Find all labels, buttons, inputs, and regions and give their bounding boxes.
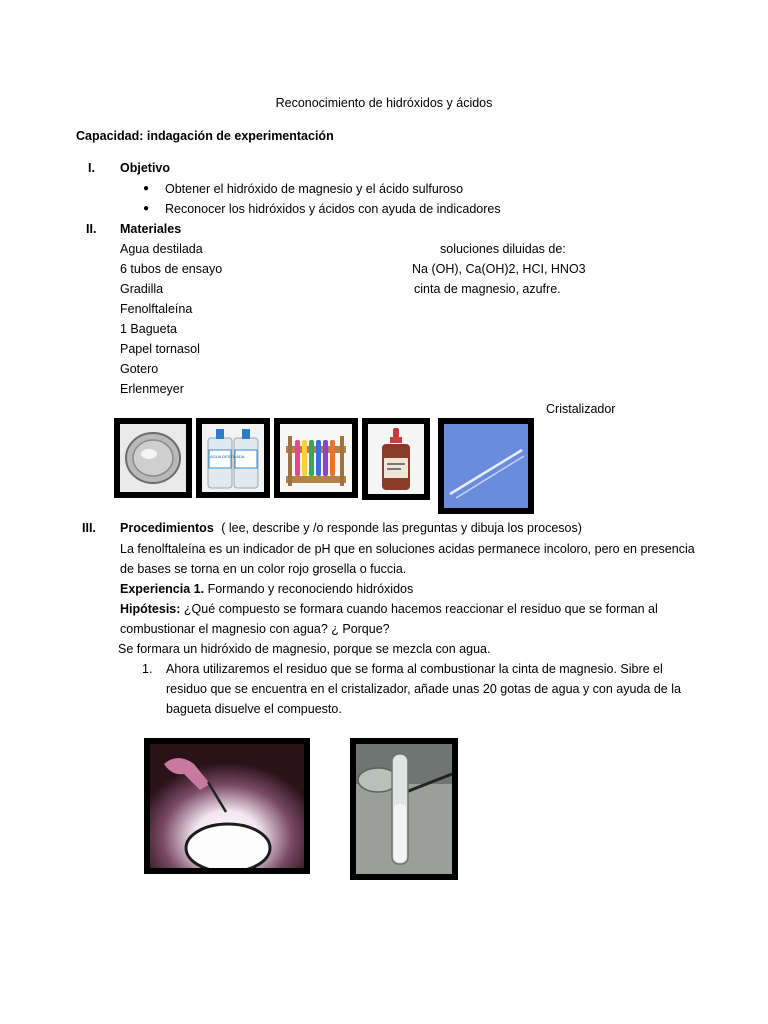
hipotesis-label: Hipótesis: bbox=[120, 602, 181, 616]
photo-tubo-ensayo bbox=[350, 738, 458, 880]
capacidad-line: Capacidad: indagación de experimentación bbox=[76, 129, 334, 143]
material-right: Na (OH), Ca(OH)2, HCI, HNO3 bbox=[412, 262, 586, 276]
intro-line-1: La fenolftaleína es un indicador de pH que en soluciones acidas permanece incoloro, pero en presencia bbox=[120, 542, 695, 556]
step-line-3: bagueta disuelve el compuesto. bbox=[166, 702, 342, 716]
material-item: Gradilla bbox=[120, 282, 164, 296]
bottle-label: AGUA DESTILADA bbox=[210, 454, 245, 459]
combustion-photo-icon bbox=[150, 744, 304, 868]
material-item: 6 tubos de ensayo bbox=[120, 262, 223, 276]
experiencia-line bbox=[120, 581, 413, 597]
hipotesis-text: ¿Qué compuesto se formara cuando hacemos reaccionar el residuo que se forman al bbox=[183, 602, 658, 616]
material-item: Papel tornasol bbox=[120, 342, 200, 356]
test-tube-rack-icon bbox=[280, 424, 352, 492]
bullet-icon: ● bbox=[143, 183, 150, 194]
step-line-2: residuo que se encuentra en el cristalizador, añade unas 20 gotas de agua y con ayuda de la bbox=[166, 682, 681, 696]
objetivo-numeral: I. bbox=[88, 161, 95, 175]
material-item: Fenolftaleína bbox=[120, 302, 193, 316]
photo-gradilla bbox=[274, 418, 358, 498]
photo-combustion bbox=[144, 738, 310, 874]
materiales-heading: Materiales bbox=[120, 222, 182, 236]
photo-agua-destilada bbox=[196, 418, 270, 498]
intro-line-2: de bases se torna en un color rojo grosella o fuccia. bbox=[120, 562, 407, 576]
objetivo-heading: Objetivo bbox=[120, 161, 171, 175]
dish-icon bbox=[120, 424, 186, 492]
hipotesis-line bbox=[120, 601, 658, 617]
test-tube-photo-icon bbox=[356, 744, 452, 874]
hipotesis-answer: Se formara un hidróxido de magnesio, porque se mezcla con agua. bbox=[118, 642, 491, 656]
glass-rod-icon bbox=[444, 424, 528, 508]
procedimientos-heading-line bbox=[120, 520, 582, 536]
experiencia-label: Experiencia 1. bbox=[120, 582, 205, 596]
procedimientos-heading: Procedimientos bbox=[120, 521, 214, 535]
step-line-1: Ahora utilizaremos el residuo que se forma al combustionar la cinta de magnesio. Sibre el bbox=[166, 662, 663, 676]
material-cristalizador: Cristalizador bbox=[546, 402, 616, 416]
material-item: Agua destilada bbox=[120, 242, 203, 256]
step-number: 1. bbox=[142, 662, 153, 676]
procedimientos-note: ( lee, describe y /o responde las preguntas y dibuja los procesos) bbox=[221, 521, 582, 535]
objetivo-bullet-1: Obtener el hidróxido de magnesio y el ácido sulfuroso bbox=[165, 182, 464, 196]
objetivo-bullet-2: Reconocer los hidróxidos y ácidos con ayuda de indicadores bbox=[165, 202, 501, 216]
experiencia-title: Formando y reconociendo hidróxidos bbox=[207, 582, 414, 596]
procedimientos-numeral: III. bbox=[82, 521, 96, 535]
material-item: Erlenmeyer bbox=[120, 382, 184, 396]
photo-cristalizador bbox=[114, 418, 192, 498]
bullet-icon: ● bbox=[143, 203, 150, 214]
material-right: soluciones diluidas de: bbox=[440, 242, 566, 256]
material-right: cinta de magnesio, azufre. bbox=[414, 282, 561, 296]
photo-bagueta bbox=[438, 418, 534, 514]
hipotesis-text-2: combustionar el magnesio con agua? ¿ Porque? bbox=[120, 622, 390, 636]
materiales-numeral: II. bbox=[86, 222, 97, 236]
material-item: Gotero bbox=[120, 362, 159, 376]
dropper-bottle-icon bbox=[368, 424, 424, 494]
page-title: Reconocimiento de hidróxidos y ácidos bbox=[275, 96, 493, 110]
material-item: 1 Bagueta bbox=[120, 322, 177, 336]
photo-fenolftaleina bbox=[362, 418, 430, 500]
